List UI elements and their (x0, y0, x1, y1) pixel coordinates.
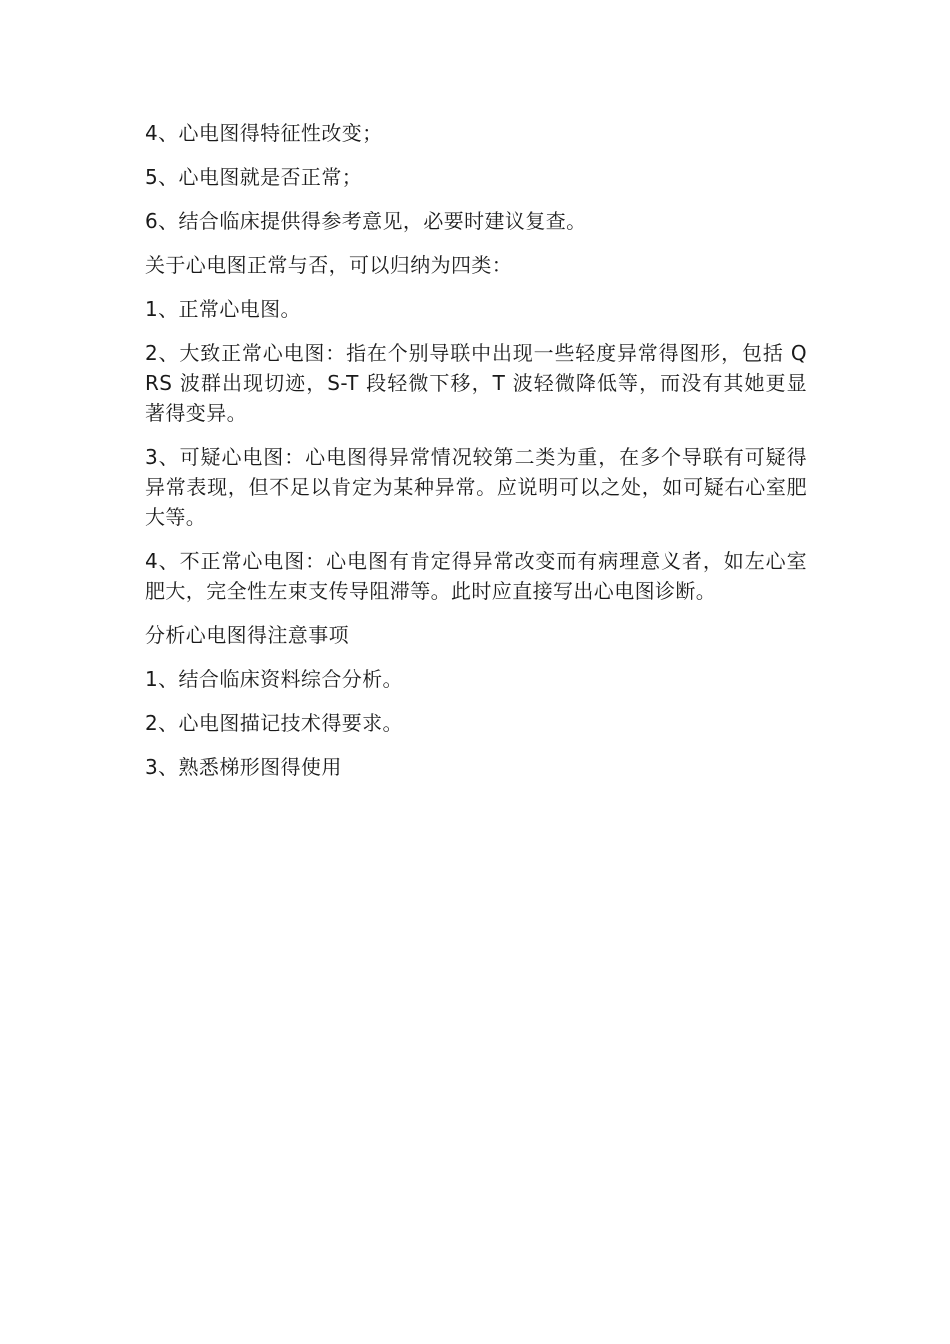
section-heading-classification: 关于心电图正常与否，可以归纳为四类： (145, 253, 513, 277)
list-item-ecg-characteristic-change: 4、心电图得特征性改变； (145, 121, 383, 145)
list-item-roughly-normal-ecg: 2、大致正常心电图：指在个别导联中出现一些轻度异常得图形，包括 QRS 波群出现切迹，S-T 段轻微下移，T 波轻微降低等，而没有其她更显著得变异。 (145, 341, 807, 425)
list-item-clinical-data: 1、结合临床资料综合分析。 (145, 667, 403, 691)
list-item-normal-ecg: 1、正常心电图。 (145, 297, 301, 321)
list-item-ecg-normal-or-not: 5、心电图就是否正常； (145, 165, 363, 189)
list-item-ladder-diagram: 3、熟悉梯形图得使用 (145, 755, 342, 779)
list-item-clinical-advice: 6、结合临床提供得参考意见，必要时建议复查。 (145, 209, 587, 233)
list-item-suspicious-ecg: 3、可疑心电图：心电图得异常情况较第二类为重，在多个导联有可疑得异常表现，但不足以肯定为某种异常。应说明可以之处，如可疑右心室肥大等。 (145, 445, 807, 529)
list-item-abnormal-ecg: 4、不正常心电图：心电图有肯定得异常改变而有病理意义者，如左心室肥大，完全性左束支传导阻滞等。此时应直接写出心电图诊断。 (145, 549, 807, 603)
document-body (145, 118, 807, 796)
list-item-recording-technique: 2、心电图描记技术得要求。 (145, 711, 403, 735)
section-heading-precautions: 分析心电图得注意事项 (145, 623, 349, 647)
